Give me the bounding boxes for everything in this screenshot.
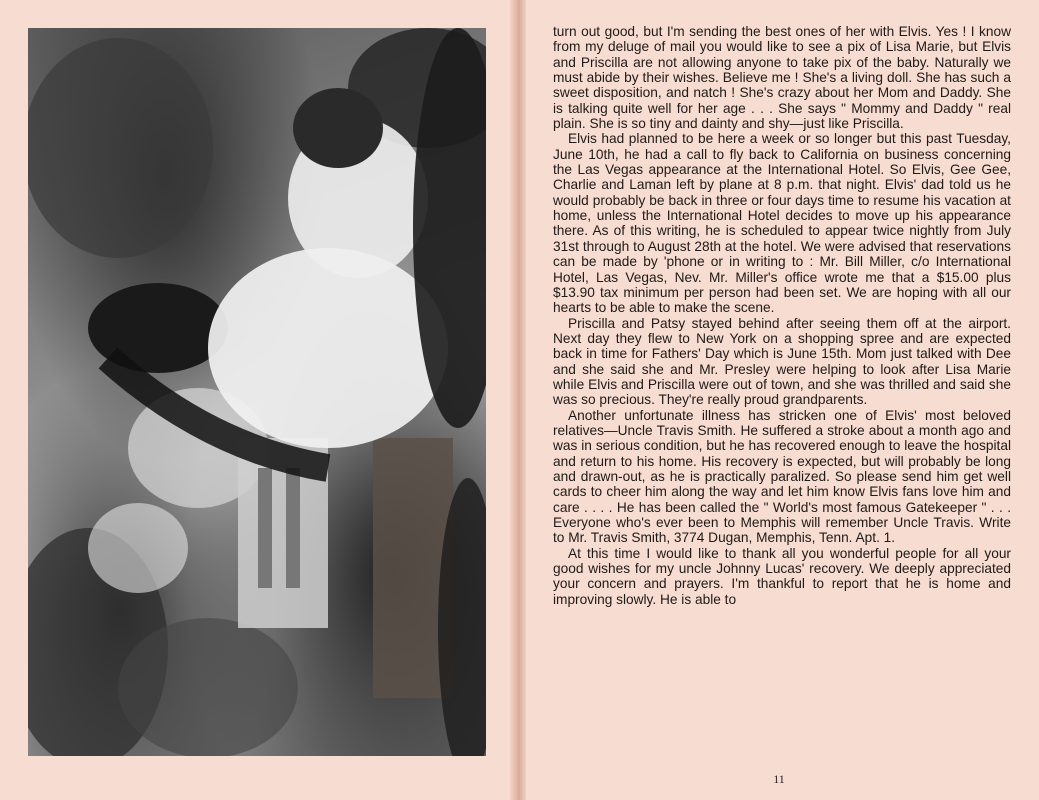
left-page xyxy=(0,0,517,800)
paragraph: turn out good, but I'm sending the best ones of her with Elvis. Yes ! I know from my deluge of mail you would like to see a pix of Lisa Marie, but Elvis and Priscilla are not allowing anyone to take pix of the baby. Naturally we must abide by their wishes. Believe me ! She's a living doll. She has such a sweet disposition, and natch ! She's crazy about her Mom and Daddy. She is talking quite well for her age . . . She says " Mommy and Daddy " real plain. She is so tiny and dainty and shy—just like Priscilla. xyxy=(553,24,1011,132)
article-text xyxy=(553,24,1011,607)
right-page xyxy=(519,0,1039,800)
paragraph: Another unfortunate illness has stricken one of Elvis' most beloved relatives—Uncle Travis Smith. He suffered a stroke about a month ago and was in serious condition, but he has recovered enough to leave the hospital and return to his home. His recovery is expected, but will probably be long and drawn-out, as he is practically paralized. So please send him get well cards to cheer him along the way and let him know Elvis fans love him and care . . . . He has been called the " World's most famous Gatekeeper " . . . Everyone who's ever been to Memphis will remember Uncle Travis. Write to Mr. Travis Smith, 3774 Dugan, Memphis, Tenn. Apt. 1. xyxy=(553,407,1011,546)
photograph xyxy=(28,28,486,756)
paragraph: At this time I would like to thank all you wonderful people for all your good wishes for my uncle Johnny Lucas' recovery. We deeply appreciated your concern and prayers. I'm thankful to report that he is home and improving slowly. He is able to xyxy=(553,545,1011,607)
page-number: 11 xyxy=(773,772,785,786)
paragraph: Priscilla and Patsy stayed behind after seeing them off at the airport. Next day they flew to New York on a shopping spree and are expected back in time for Fathers' Day which is June 15th. Mom just talked with Dee and she said she and Mr. Presley were helping to look after Lisa Marie while Elvis and Priscilla were out of town, and she was thrilled and said she was so precious. They're really proud grandparents. xyxy=(553,315,1011,408)
paragraph: Elvis had planned to be here a week or so longer but this past Tuesday, June 10th, he had a call to fly back to California on business concerning the Las Vegas appearance at the International Hotel. So Elvis, Gee Gee, Charlie and Laman left by plane at 8 p.m. that night. Elvis' dad told us he would probably be back in three or four days time to resume his vacation at home, unless the International Hotel decides to move up his appearance there. As of this writing, he is scheduled to appear twice nightly from July 31st through to August 28th at the hotel. We were advised that reservations can be made by 'phone or in writing to : Mr. Bill Miller, c/o International Hotel, Las Vegas, Nev. Mr. Miller's office wrote me that a $15.00 plus $13.90 tax minimum per person had been set. We are hoping with all our hearts to be able to make the scene. xyxy=(553,131,1011,316)
book-gutter xyxy=(510,0,526,800)
photo-icon xyxy=(28,28,486,756)
